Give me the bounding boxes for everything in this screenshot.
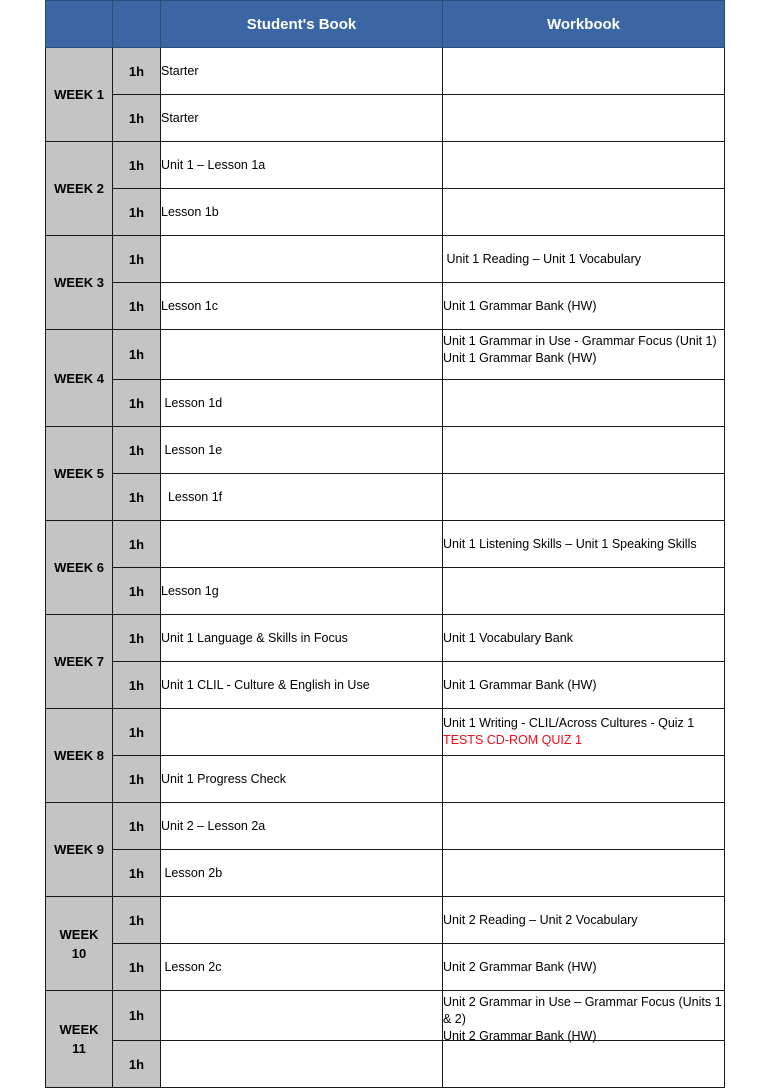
- workbook-cell: [443, 380, 725, 427]
- table-row: [46, 142, 725, 189]
- week-label-text: WEEK 1: [54, 87, 104, 102]
- hour-cell: 1h: [113, 568, 161, 615]
- workbook-text: Unit 2 Grammar Bank (HW): [443, 959, 597, 974]
- workbook-text: Unit 2 Reading – Unit 2 Vocabulary: [443, 912, 638, 927]
- hour-cell: 1h: [113, 330, 161, 380]
- students-book-cell: [161, 944, 443, 991]
- workbook-cell: [443, 283, 725, 330]
- students-book-text: Lesson 1f: [161, 489, 223, 504]
- students-book-text: Lesson 2c: [161, 959, 222, 974]
- week-label: [46, 803, 113, 897]
- hour-cell: 1h: [113, 803, 161, 850]
- workbook-text: Unit 1 Grammar Bank (HW): [443, 298, 597, 313]
- week-label: [46, 991, 113, 1088]
- week-label: [46, 897, 113, 991]
- week-label: [46, 427, 113, 521]
- students-book-text: Lesson 1c: [161, 298, 218, 313]
- students-book-text: Unit 1 Progress Check: [161, 771, 287, 786]
- week-label-text: WEEK 6: [54, 560, 104, 575]
- students-book-text: Starter: [161, 63, 199, 78]
- table-row: [46, 944, 725, 991]
- workbook-cell: [443, 803, 725, 850]
- students-book-cell: [161, 615, 443, 662]
- table-row: [46, 427, 725, 474]
- table-row: [46, 615, 725, 662]
- students-book-text: Lesson 1g: [161, 583, 219, 598]
- students-book-cell: [161, 991, 443, 1041]
- hour-cell: 1h: [113, 236, 161, 283]
- workbook-cell: [443, 427, 725, 474]
- workbook-cell: [443, 897, 725, 944]
- students-book-cell: [161, 803, 443, 850]
- students-book-cell: [161, 850, 443, 897]
- workbook-text: Unit 1 Writing - CLIL/Across Cultures - Quiz 1: [443, 716, 695, 730]
- students-book-cell: [161, 662, 443, 709]
- table-row: [46, 850, 725, 897]
- hour-cell: 1h: [113, 427, 161, 474]
- hour-cell: 1h: [113, 380, 161, 427]
- hour-cell: 1h: [113, 662, 161, 709]
- hour-cell: 1h: [113, 709, 161, 756]
- students-book-text: Starter: [161, 110, 199, 125]
- week-label-text: WEEK 11: [59, 1022, 99, 1056]
- week-label: [46, 142, 113, 236]
- workbook-cell: [443, 521, 725, 568]
- lesson-plan-table: [45, 0, 725, 1088]
- students-book-cell: [161, 568, 443, 615]
- students-book-text: Lesson 1b: [161, 204, 219, 219]
- workbook-cell: [443, 850, 725, 897]
- workbook-cell: [443, 568, 725, 615]
- students-book-cell: [161, 380, 443, 427]
- hour-cell: 1h: [113, 521, 161, 568]
- table-row: [46, 521, 725, 568]
- hour-cell: 1h: [113, 189, 161, 236]
- workbook-text: Unit 1 Listening Skills – Unit 1 Speaking Skills: [443, 536, 697, 551]
- workbook-cell: [443, 709, 725, 756]
- students-book-text: Unit 1 Language & Skills in Focus: [161, 630, 348, 645]
- workbook-text-secondary: Unit 2 Grammar Bank (HW): [443, 1029, 597, 1043]
- workbook-cell: [443, 236, 725, 283]
- students-book-cell: [161, 142, 443, 189]
- week-label-text: WEEK 4: [54, 370, 104, 386]
- students-book-cell: [161, 756, 443, 803]
- students-book-cell: [161, 521, 443, 568]
- header-hour-cell: [113, 1, 161, 48]
- table-row: [46, 189, 725, 236]
- hour-cell: 1h: [113, 897, 161, 944]
- workbook-cell: [443, 330, 725, 380]
- hour-cell: 1h: [113, 756, 161, 803]
- table-row: [46, 709, 725, 756]
- table-row: [46, 568, 725, 615]
- workbook-cell: [443, 474, 725, 521]
- students-book-cell: [161, 709, 443, 756]
- students-book-text: Lesson 1d: [161, 395, 223, 410]
- workbook-test-note: TESTS CD-ROM QUIZ 1: [443, 733, 582, 747]
- week-label: [46, 48, 113, 142]
- workbook-cell: [443, 944, 725, 991]
- students-book-text: Unit 1 – Lesson 1a: [161, 157, 266, 172]
- week-label-text: WEEK 9: [54, 842, 104, 857]
- students-book-cell: [161, 474, 443, 521]
- week-label-text: WEEK 7: [54, 654, 104, 669]
- students-book-cell: [161, 897, 443, 944]
- students-book-cell: [161, 330, 443, 380]
- workbook-text: Unit 1 Reading – Unit 1 Vocabulary: [443, 251, 642, 266]
- students-book-cell: [161, 427, 443, 474]
- hour-cell: 1h: [113, 991, 161, 1041]
- hour-cell: 1h: [113, 615, 161, 662]
- hour-cell: 1h: [113, 474, 161, 521]
- workbook-text: Unit 1 Vocabulary Bank: [443, 630, 573, 645]
- table-row: [46, 48, 725, 95]
- hour-cell: 1h: [113, 944, 161, 991]
- week-label-text: WEEK 8: [54, 748, 104, 763]
- students-book-cell: [161, 236, 443, 283]
- workbook-text: Unit 1 Grammar Bank (HW): [443, 677, 597, 692]
- week-label: [46, 521, 113, 615]
- workbook-text-secondary: Unit 1 Grammar Bank (HW): [443, 351, 597, 365]
- table-row: [46, 991, 725, 1041]
- table-row: [46, 330, 725, 380]
- hour-cell: 1h: [113, 95, 161, 142]
- week-label: [46, 615, 113, 709]
- students-book-text: Unit 1 CLIL - Culture & English in Use: [161, 677, 370, 692]
- table-row: [46, 236, 725, 283]
- header-students-book: Student's Book: [161, 1, 443, 48]
- workbook-cell: [443, 189, 725, 236]
- students-book-text: Unit 2 – Lesson 2a: [161, 818, 266, 833]
- hour-cell: 1h: [113, 283, 161, 330]
- students-book-text: Lesson 2b: [161, 865, 223, 880]
- week-label-text: WEEK 3: [54, 275, 104, 290]
- students-book-text: Lesson 1e: [161, 442, 223, 457]
- header-row: [46, 1, 725, 48]
- table-row: [46, 380, 725, 427]
- workbook-cell: [443, 95, 725, 142]
- workbook-cell: [443, 142, 725, 189]
- workbook-cell: [443, 756, 725, 803]
- students-book-cell: [161, 95, 443, 142]
- workbook-cell: [443, 48, 725, 95]
- table-row: [46, 283, 725, 330]
- table-row: [46, 1041, 725, 1088]
- hour-cell: 1h: [113, 48, 161, 95]
- week-label-text: WEEK 2: [54, 181, 104, 196]
- table-row: [46, 95, 725, 142]
- workbook-cell: [443, 1041, 725, 1088]
- workbook-cell: [443, 662, 725, 709]
- workbook-cell: [443, 991, 725, 1041]
- hour-cell: 1h: [113, 142, 161, 189]
- week-label: [46, 330, 113, 427]
- hour-cell: 1h: [113, 850, 161, 897]
- week-label: [46, 709, 113, 803]
- header-week-cell: [46, 1, 113, 48]
- table-row: [46, 756, 725, 803]
- week-label-text: WEEK 10: [59, 926, 99, 961]
- lesson-plan-body: [46, 48, 725, 1088]
- workbook-text: Unit 2 Grammar in Use – Grammar Focus (Units 1 & 2): [443, 995, 726, 1026]
- week-label-text: WEEK 5: [54, 466, 104, 481]
- header-workbook: Workbook: [443, 1, 725, 48]
- workbook-cell: [443, 615, 725, 662]
- table-row: [46, 662, 725, 709]
- workbook-text: Unit 1 Grammar in Use - Grammar Focus (Unit 1): [443, 334, 717, 348]
- hour-cell: 1h: [113, 1041, 161, 1088]
- students-book-cell: [161, 1041, 443, 1088]
- students-book-cell: [161, 189, 443, 236]
- students-book-cell: [161, 283, 443, 330]
- week-label: [46, 236, 113, 330]
- students-book-cell: [161, 48, 443, 95]
- table-row: [46, 803, 725, 850]
- table-row: [46, 474, 725, 521]
- table-row: [46, 897, 725, 944]
